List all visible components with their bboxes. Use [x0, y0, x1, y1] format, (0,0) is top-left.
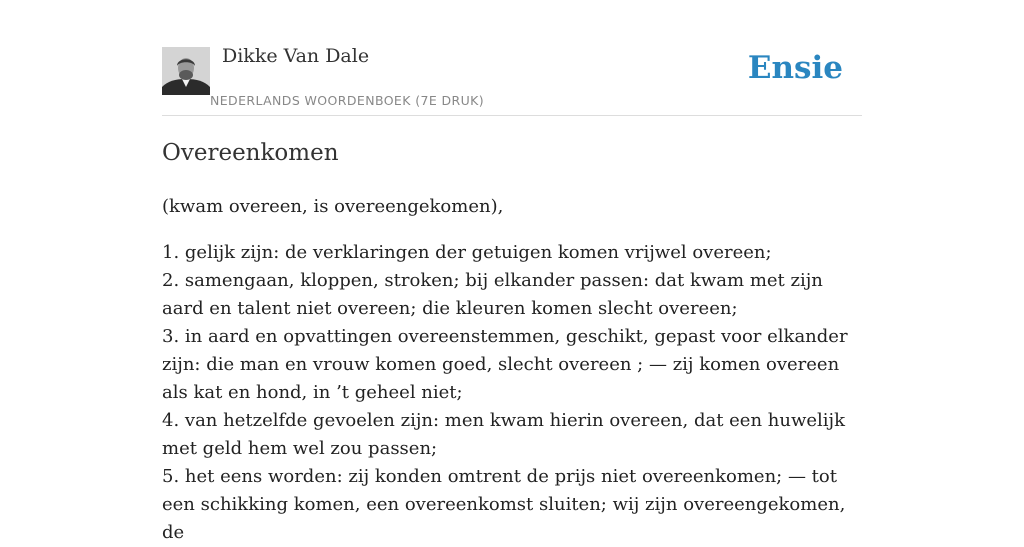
ensie-logo[interactable]: Ensie [747, 50, 843, 86]
source-label[interactable]: NEDERLANDS WOORDENBOEK (7E DRUK) [210, 93, 485, 108]
author-name[interactable]: Dikke Van Dale [222, 45, 370, 67]
definition-item: 1. gelijk zijn: de verklaringen der getuigen komen vrijwel overeen; [162, 242, 772, 263]
definition-list [162, 239, 862, 547]
definition-item: 2. samengaan, kloppen, stroken; bij elkander passen: dat kwam met zijn aard en talent niet overeen; die kleuren komen slecht overeen; [162, 270, 823, 319]
definition-item: 4. van hetzelfde gevoelen zijn: men kwam hierin overeen, dat een huwelijk met geld hem wel zou passen; [162, 410, 846, 459]
author-avatar[interactable] [162, 47, 210, 95]
entry-title: Overeenkomen [162, 140, 339, 166]
portrait-icon [162, 47, 210, 95]
definition-item: 5. het eens worden: zij konden omtrent de prijs niet overeenkomen; — tot een schikking komen, een overeenkomst sluiten; wij zijn overeengekomen, de [162, 466, 846, 543]
grammar-forms: (kwam overeen, is overeengekomen), [162, 196, 504, 217]
definition-item: 3. in aard en opvattingen overeenstemmen, geschikt, gepast voor elkander zijn: die man en vrouw komen goed, slecht overeen ; — zij komen overeen als kat en hond, in ’t geheel niet; [162, 326, 848, 403]
entry-card [162, 0, 862, 543]
entry-header [162, 0, 862, 116]
